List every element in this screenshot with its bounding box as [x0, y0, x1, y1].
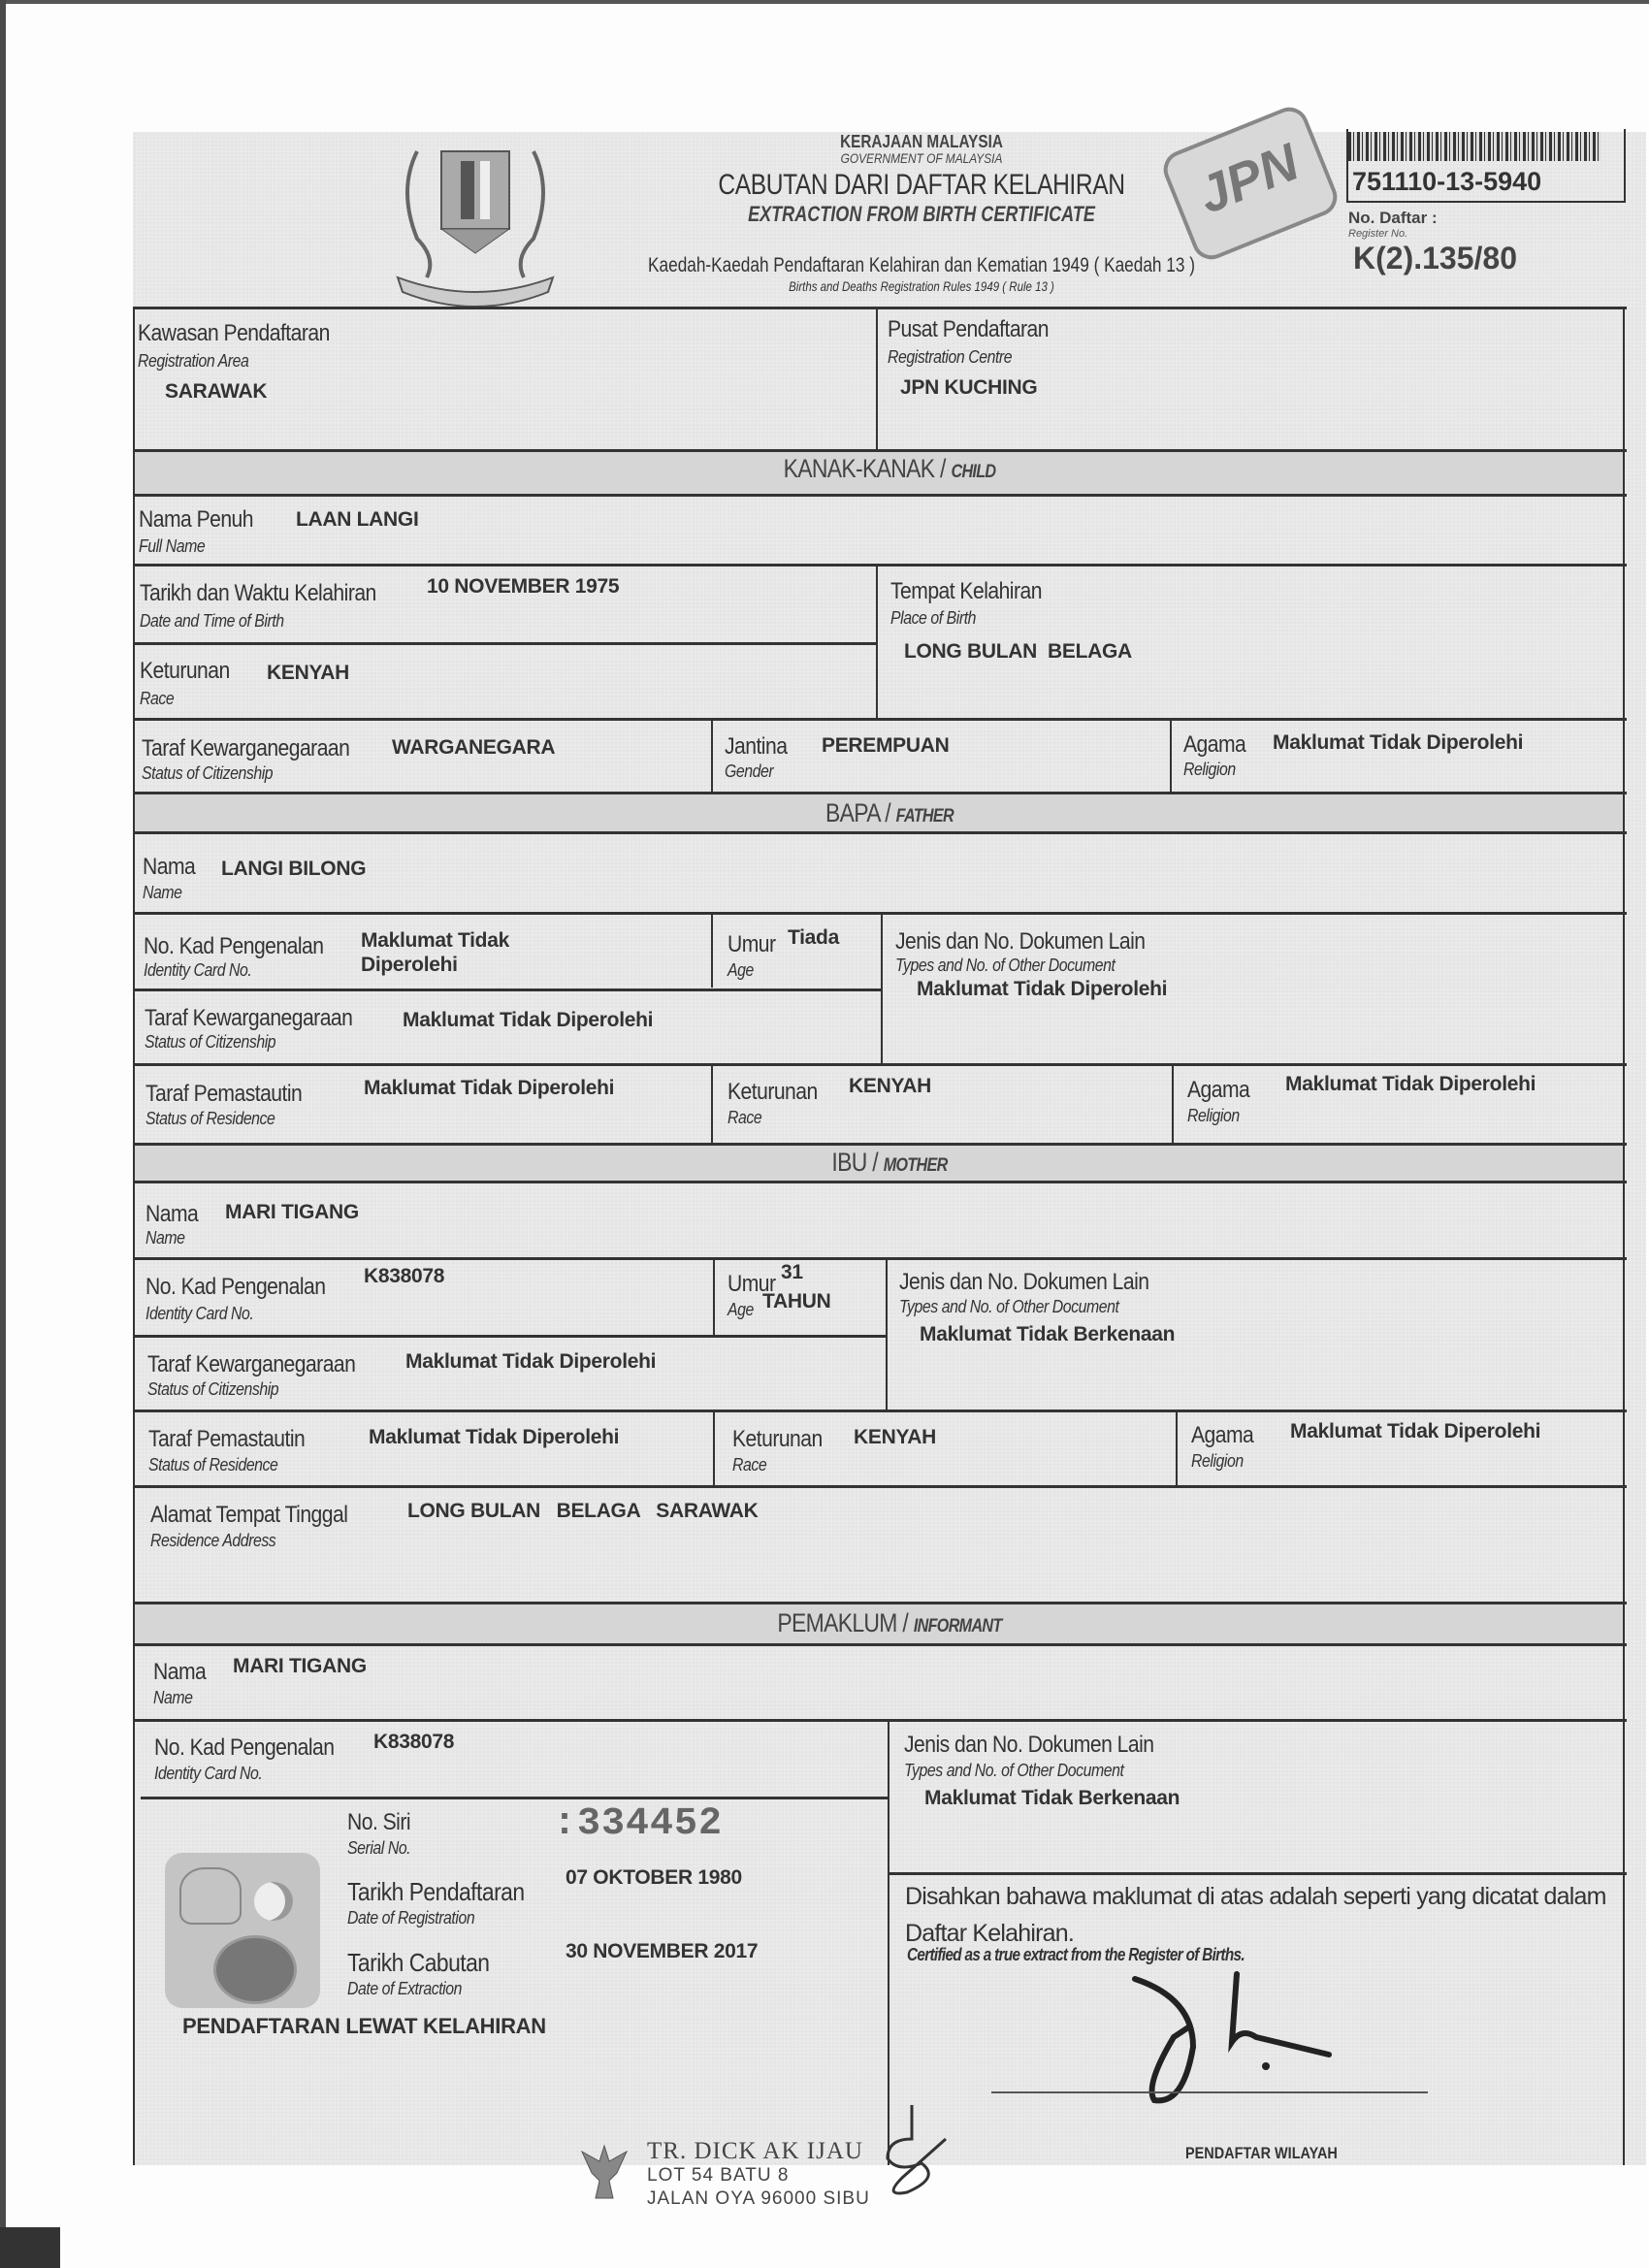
mother-religion-label: Agama: [1191, 1422, 1254, 1448]
divider: [133, 1485, 1627, 1488]
ext-date-label-en: Date of Extraction: [347, 1979, 462, 1998]
informant-name-label-en: Name: [153, 1688, 193, 1707]
father-age: Tiada: [788, 926, 839, 949]
section-title-malay: IBU /: [831, 1148, 879, 1177]
mother-address-label-en: Residence Address: [150, 1531, 276, 1550]
child-race: KENYAH: [267, 662, 349, 684]
divider: [876, 307, 878, 452]
mother-age: 31: [781, 1261, 803, 1283]
malaysia-coat-of-arms: [388, 132, 563, 321]
centre-label: Pusat Pendaftaran: [888, 316, 1049, 342]
divider: [133, 912, 1627, 915]
certification-english: Certified as a true extract from the Register of Births.: [907, 1945, 1245, 1964]
divider: [133, 1719, 1627, 1722]
initials-mark: [868, 2105, 955, 2202]
child-citizenship: WARGANEGARA: [392, 736, 556, 759]
divider: [133, 988, 881, 991]
mother-citizenship: Maklumat Tidak Diperolehi: [405, 1350, 657, 1373]
table-right-border: [1623, 307, 1625, 2165]
father-doc-label: Jenis dan No. Dokumen Lain: [895, 928, 1146, 955]
mother-section-title: [246, 1148, 1533, 1178]
father-doc-label-en: Types and No. of Other Document: [895, 956, 1116, 975]
informant-doc-label: Jenis dan No. Dokumen Lain: [904, 1732, 1154, 1758]
signature-line: [991, 2091, 1428, 2093]
mother-religion: Maklumat Tidak Diperolehi: [1290, 1420, 1541, 1442]
scan-border-left: [0, 0, 6, 2231]
divider: [881, 912, 883, 1063]
mother-ic-label: No. Kad Pengenalan: [146, 1274, 326, 1300]
jpn-emblem-icon: [213, 1935, 297, 2004]
divider: [713, 1257, 715, 1335]
divider: [133, 1643, 1627, 1646]
crest-icon: [179, 1867, 242, 1925]
jpn-hologram-seal: [165, 1853, 320, 2008]
scan-border-top: [0, 0, 1649, 4]
divider: [1170, 718, 1172, 794]
table-left-border: [133, 307, 135, 2165]
divider: [133, 1063, 1627, 1066]
divider: [133, 1409, 1627, 1412]
divider: [886, 1257, 888, 1410]
serial-label: No. Siri: [347, 1809, 411, 1835]
informant-doc-label-en: Types and No. of Other Document: [904, 1761, 1124, 1780]
informant-ic-label-en: Identity Card No.: [154, 1764, 263, 1783]
mother-name-label: Nama: [146, 1201, 199, 1227]
divider: [1172, 1063, 1174, 1145]
father-age-label: Umur: [728, 931, 776, 957]
divider: [711, 718, 713, 794]
father-race: KENYAH: [849, 1075, 931, 1097]
divider: [133, 1181, 1627, 1183]
section-title-malay: KANAK-KANAK /: [783, 454, 946, 483]
mother-citizenship-label-en: Status of Citizenship: [147, 1379, 279, 1399]
father-doc: Maklumat Tidak Diperolehi: [917, 978, 1168, 1000]
table-top-border: [133, 307, 1627, 309]
register-number: K(2).135/80: [1353, 241, 1517, 275]
divider: [133, 792, 1627, 794]
religion-label: Agama: [1183, 731, 1246, 758]
mother-ic: K838078: [364, 1265, 445, 1287]
informant-name-label: Nama: [153, 1659, 207, 1685]
serial-label-en: Serial No.: [347, 1838, 411, 1858]
document-title-english: EXTRACTION FROM BIRTH CERTIFICATE: [748, 202, 1095, 226]
certification-malay: Disahkan bahawa maklumat di atas adalah seperti yang dicatat dalam Daftar Kelahiran.: [905, 1883, 1606, 1947]
divider: [133, 642, 876, 645]
document-title: CABUTAN DARI DAFTAR KELAHIRAN: [718, 169, 1125, 201]
mother-religion-label-en: Religion: [1191, 1451, 1244, 1471]
race-label-en: Race: [140, 689, 175, 708]
race-label: Keturunan: [140, 658, 230, 684]
reg-date-label: Tarikh Pendaftaran: [347, 1877, 525, 1906]
mother-race-label-en: Race: [732, 1455, 767, 1474]
father-ic-line1: Maklumat Tidak: [361, 929, 509, 952]
father-name-label: Nama: [143, 854, 196, 880]
jpn-logo-text: JPN: [1190, 132, 1308, 225]
gender-label-en: Gender: [725, 761, 774, 781]
mother-residence-label: Taraf Pemastautin: [148, 1426, 306, 1452]
mother-citizenship-label: Taraf Kewarganegaraan: [147, 1351, 356, 1377]
mother-name: MARI TIGANG: [225, 1201, 359, 1223]
reg-date: 07 OKTOBER 1980: [566, 1866, 742, 1889]
mother-residence: Maklumat Tidak Diperolehi: [369, 1426, 620, 1448]
father-race-label: Keturunan: [728, 1079, 818, 1105]
mother-doc-label-en: Types and No. of Other Document: [899, 1297, 1119, 1316]
register-label: No. Daftar :: [1348, 209, 1438, 227]
mother-doc-label: Jenis dan No. Dokumen Lain: [899, 1269, 1149, 1295]
late-registration-note: PENDAFTARAN LEWAT KELAHIRAN: [182, 2014, 546, 2038]
gov-malay: KERAJAAN MALAYSIA: [840, 132, 1003, 151]
dob-label-en: Date and Time of Birth: [140, 611, 284, 631]
section-title-english: CHILD: [951, 462, 996, 482]
citizenship-label-en: Status of Citizenship: [142, 763, 274, 783]
stamp-name: TR. DICK AK IJAU: [647, 2138, 863, 2164]
divider: [133, 1143, 1627, 1146]
id-number: 751110-13-5940: [1352, 167, 1542, 196]
father-race-label-en: Race: [728, 1108, 762, 1127]
area-label: Kawasan Pendaftaran: [138, 320, 330, 346]
section-title-malay: PEMAKLUM /: [777, 1608, 909, 1637]
child-religion: Maklumat Tidak Diperolehi: [1273, 731, 1524, 754]
mother-age-unit: TAHUN: [762, 1290, 831, 1312]
child-dob: 10 NOVEMBER 1975: [427, 575, 620, 598]
divider: [711, 1063, 713, 1145]
child-name-label: Nama Penuh: [139, 506, 254, 533]
father-citizenship-label-en: Status of Citizenship: [145, 1032, 276, 1052]
father-citizenship-label: Taraf Kewarganegaraan: [145, 1005, 353, 1031]
father-ic-line2: Diperolehi: [361, 954, 458, 976]
divider: [133, 1257, 1627, 1260]
father-age-label-en: Age: [728, 960, 754, 980]
child-name: LAAN LANGI: [296, 508, 419, 531]
divider: [133, 1335, 886, 1338]
mother-name-label-en: Name: [146, 1228, 185, 1247]
mother-race: KENYAH: [854, 1426, 936, 1448]
area-label-en: Registration Area: [138, 351, 249, 371]
section-title-english: INFORMANT: [913, 1616, 1002, 1636]
father-ic-label: No. Kad Pengenalan: [144, 933, 324, 959]
informant-name: MARI TIGANG: [233, 1655, 367, 1677]
child-section-title: [246, 454, 1533, 484]
father-name-label-en: Name: [143, 883, 182, 902]
divider: [133, 564, 1627, 567]
mother-age-label: Umur: [728, 1271, 776, 1297]
divider: [133, 449, 1627, 452]
divider: [876, 564, 878, 719]
religion-label-en: Religion: [1183, 760, 1236, 779]
divider: [713, 1409, 715, 1487]
informant-doc: Maklumat Tidak Berkenaan: [924, 1787, 1180, 1809]
centre-value: JPN KUCHING: [900, 376, 1038, 399]
father-religion-label: Agama: [1187, 1077, 1250, 1103]
mother-address-label: Alamat Tempat Tinggal: [150, 1502, 348, 1528]
serial-value: 334452: [577, 1802, 724, 1846]
father-religion: Maklumat Tidak Diperolehi: [1285, 1073, 1536, 1095]
divider: [141, 1797, 888, 1799]
register-label-en: Register No.: [1348, 228, 1408, 240]
ext-date-label: Tarikh Cabutan: [347, 1948, 490, 1977]
father-religion-label-en: Religion: [1187, 1106, 1240, 1125]
scan-border-corner: [0, 2227, 60, 2268]
stamp-eagle-icon: [580, 2142, 629, 2202]
father-name: LANGI BILONG: [221, 858, 367, 880]
divider: [133, 831, 1627, 834]
serial-number: :334452: [553, 1802, 724, 1846]
informant-ic: K838078: [373, 1731, 455, 1753]
rules-malay: Kaedah-Kaedah Pendaftaran Kelahiran dan Kematian 1949 ( Kaedah 13 ): [648, 254, 1195, 276]
divider: [1176, 1409, 1178, 1487]
gender-label: Jantina: [725, 733, 788, 760]
informant-section-title: [246, 1608, 1533, 1638]
signatory-title: PENDAFTAR WILAYAH: [1185, 2144, 1338, 2162]
father-ic-label-en: Identity Card No.: [144, 960, 252, 980]
rules-english: Births and Deaths Registration Rules 1949 ( Rule 13 ): [789, 278, 1054, 294]
stamp-address-line2: JALAN OYA 96000 SIBU: [647, 2188, 870, 2209]
pob-label-en: Place of Birth: [890, 608, 977, 628]
mother-address: LONG BULAN BELAGA SARAWAK: [407, 1500, 759, 1522]
crescent-star-icon: [254, 1882, 293, 1921]
gov-english: GOVERNMENT OF MALAYSIA: [840, 150, 1003, 166]
divider: [888, 1872, 1627, 1875]
mother-race-label: Keturunan: [732, 1426, 823, 1452]
ext-date: 30 NOVEMBER 2017: [566, 1940, 759, 1962]
divider: [133, 494, 1627, 497]
pob-label: Tempat Kelahiran: [890, 578, 1042, 604]
mother-residence-label-en: Status of Residence: [148, 1455, 278, 1474]
mother-age-label-en: Age: [728, 1300, 754, 1319]
informant-ic-label: No. Kad Pengenalan: [154, 1734, 335, 1761]
father-residence-label: Taraf Pemastautin: [146, 1081, 303, 1107]
dob-label: Tarikh dan Waktu Kelahiran: [140, 580, 376, 606]
mother-ic-label-en: Identity Card No.: [146, 1304, 254, 1323]
centre-label-en: Registration Centre: [888, 347, 1013, 367]
section-title-english: FATHER: [895, 806, 954, 826]
divider: [133, 718, 1627, 721]
father-section-title: [246, 798, 1533, 828]
divider: [888, 1719, 889, 2165]
father-citizenship: Maklumat Tidak Diperolehi: [403, 1009, 654, 1031]
divider: [133, 1602, 1627, 1604]
area-value: SARAWAK: [165, 380, 268, 403]
stamp-address-line1: LOT 54 BATU 8: [647, 2165, 790, 2186]
citizenship-label: Taraf Kewarganegaraan: [142, 735, 350, 761]
child-pob: LONG BULAN BELAGA: [904, 640, 1132, 663]
child-name-label-en: Full Name: [139, 536, 206, 556]
mother-doc: Maklumat Tidak Berkenaan: [920, 1323, 1176, 1345]
father-residence-label-en: Status of Residence: [146, 1109, 275, 1128]
reg-date-label-en: Date of Registration: [347, 1908, 475, 1928]
section-title-malay: BAPA /: [825, 798, 890, 827]
divider: [711, 912, 713, 988]
section-title-english: MOTHER: [883, 1155, 948, 1176]
father-residence: Maklumat Tidak Diperolehi: [364, 1077, 615, 1099]
child-gender: PEREMPUAN: [822, 734, 950, 757]
